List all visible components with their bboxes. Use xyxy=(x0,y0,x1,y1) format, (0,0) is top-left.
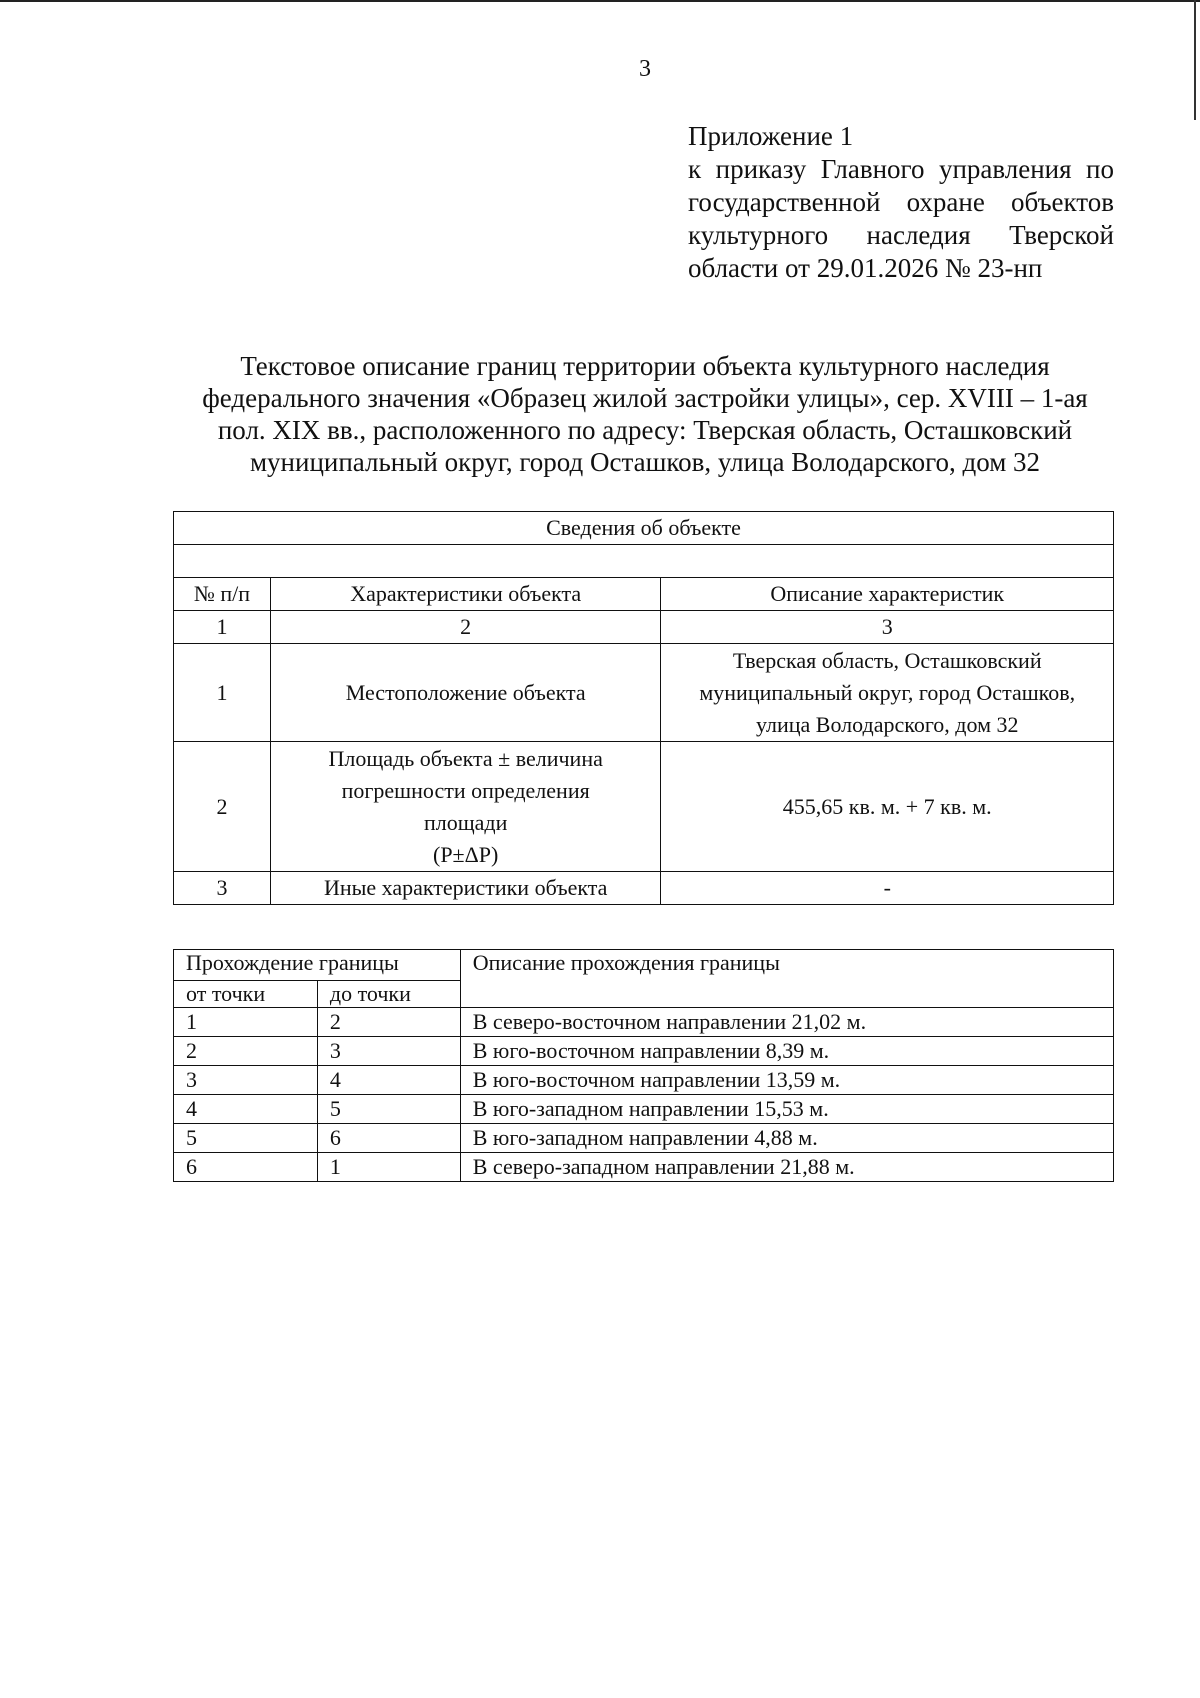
title-line: федерального значения «Образец жилой застройки улицы», сер. XVIII – 1-ая xyxy=(202,383,1088,413)
row-characteristic-line: погрешности определения xyxy=(341,777,590,803)
header-to-point: до точки xyxy=(317,981,460,1008)
page-number: 3 xyxy=(639,56,651,82)
row-description-line: улица Володарского, дом 32 xyxy=(755,711,1019,737)
column-number-3: 3 xyxy=(661,611,1114,644)
boundary-to: 2 xyxy=(317,1008,460,1037)
boundary-table xyxy=(173,949,1114,1182)
row-description xyxy=(661,742,1114,872)
appendix-line: Приложение 1 xyxy=(688,121,854,151)
appendix-line: к приказу Главного управления по xyxy=(688,154,1114,184)
boundary-to: 6 xyxy=(317,1124,460,1153)
title-line: Текстовое описание границ территории объекта культурного наследия xyxy=(240,351,1050,381)
row-characteristic xyxy=(270,644,661,742)
appendix-line: области от 29.01.2026 № 23-нп xyxy=(688,253,1043,283)
row-characteristic xyxy=(270,872,661,905)
row-characteristic-line: (P±ΔP) xyxy=(433,841,499,867)
title-line: муниципальный округ, город Осташков, улица Володарского, дом 32 xyxy=(249,447,1041,477)
boundary-from: 3 xyxy=(174,1066,318,1095)
row-description xyxy=(661,644,1114,742)
boundary-from: 2 xyxy=(174,1037,318,1066)
appendix-block xyxy=(688,120,1114,285)
header-number: № п/п xyxy=(174,578,271,611)
row-characteristic-line: Местоположение объекта xyxy=(345,679,586,705)
boundary-to: 5 xyxy=(317,1095,460,1124)
row-characteristic-line: Иные характеристики объекта xyxy=(323,875,608,900)
boundary-to: 1 xyxy=(317,1153,460,1182)
appendix-line: государственной охране объектов xyxy=(688,187,1114,217)
boundary-description: В юго-восточном направлении 13,59 м. xyxy=(460,1066,1113,1095)
scan-edge-top xyxy=(0,0,1200,2)
document-title xyxy=(170,350,1120,478)
boundary-from: 4 xyxy=(174,1095,318,1124)
column-number-2: 2 xyxy=(270,611,661,644)
boundary-from: 6 xyxy=(174,1153,318,1182)
row-characteristic xyxy=(270,742,661,872)
boundary-description: В юго-западном направлении 15,53 м. xyxy=(460,1095,1113,1124)
object-info-table xyxy=(173,511,1114,905)
row-number: 1 xyxy=(174,644,271,742)
column-number-1: 1 xyxy=(174,611,271,644)
row-characteristic-line: площади xyxy=(423,809,508,835)
object-table-empty-row xyxy=(174,545,1114,578)
header-boundary-passage: Прохождение границы xyxy=(174,950,461,981)
row-number: 3 xyxy=(174,872,271,905)
boundary-description: В северо-западном направлении 21,88 м. xyxy=(460,1153,1113,1182)
row-description-line: муниципальный округ, город Осташков, xyxy=(699,679,1076,705)
boundary-to: 3 xyxy=(317,1037,460,1066)
row-number: 2 xyxy=(174,742,271,872)
boundary-to: 4 xyxy=(317,1066,460,1095)
row-characteristic-line: Площадь объекта ± величина xyxy=(328,745,603,771)
row-description-line: Тверская область, Осташковский xyxy=(732,647,1042,673)
boundary-description: В юго-западном направлении 4,88 м. xyxy=(460,1124,1113,1153)
appendix-line: культурного наследия Тверской xyxy=(688,220,1114,250)
row-description-line: - xyxy=(883,875,891,900)
header-from-point: от точки xyxy=(174,981,318,1008)
boundary-from: 1 xyxy=(174,1008,318,1037)
object-table-caption: Сведения об объекте xyxy=(174,512,1114,545)
header-boundary-description: Описание прохождения границы xyxy=(460,950,1113,1008)
boundary-description: В юго-восточном направлении 8,39 м. xyxy=(460,1037,1113,1066)
row-description xyxy=(661,872,1114,905)
boundary-description: В северо-восточном направлении 21,02 м. xyxy=(460,1008,1113,1037)
row-description-line: 455,65 кв. м. + 7 кв. м. xyxy=(782,793,992,819)
boundary-from: 5 xyxy=(174,1124,318,1153)
header-characteristic: Характеристики объекта xyxy=(270,578,661,611)
header-description: Описание характеристик xyxy=(661,578,1114,611)
title-line: пол. XIX вв., расположенного по адресу: Тверская область, Осташковский xyxy=(217,415,1073,445)
